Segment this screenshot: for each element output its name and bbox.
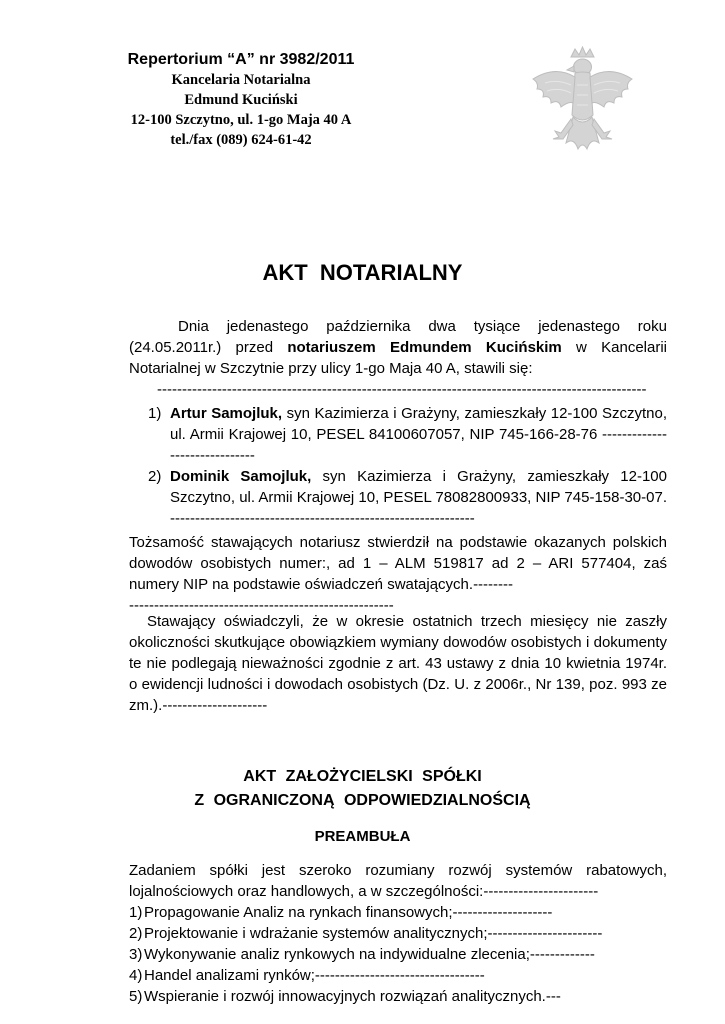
list-item-text: Projektowanie i wdrażanie systemów analitycznych;----------------------- <box>144 925 603 942</box>
list-item <box>129 965 667 986</box>
preamble-section <box>129 860 667 1007</box>
person-name: Artur Samojluk, <box>170 405 283 422</box>
person-item <box>129 466 667 529</box>
person-details: syn Kazimierza i Grażyny, zamieszkały 12-100 Szczytno, ul. Armii Krajowej 10, PESEL 78082800933, NIP 745-158-30-07. ------------------------------------------------------------- <box>170 468 667 527</box>
office-address: 12-100 Szczytno, ul. 1-go Maja 40 A <box>130 112 352 128</box>
declaration-text: Stawający oświadczyli, że w okresie ostatnich trzech miesięcy nie zaszły okoliczności skutkujące obowiązkiem wymiany dowodów osobistych i dokumenty te nie podlegają nieważności zgodnie z art. 43 ustawy z dnia 10 kwietnia 1974r. o ewidencji ludności i dowodach osobistych (Dz. U. z 2006r., Nr 139, poz. 993 ze zm.).--------------------- <box>129 613 667 714</box>
section-title-line2: Z OGRANICZONĄ ODPOWIEDZIALNOŚCIĄ <box>194 792 531 809</box>
person-details: syn Kazimierza i Grażyny, zamieszkały 12-100 Szczytno, ul. Armii Krajowej 10, PESEL 84100607057, NIP 745-166-28-76 ------------------------------ <box>170 405 667 464</box>
person-item <box>129 403 667 466</box>
declaration-paragraph <box>129 611 667 716</box>
identity-text: Tożsamość stawających notariusz stwierdził na podstawie okazanych polskich dowodów osobistych numer:, ad 1 – ALM 519817 ad 2 – ARI 577404, zaś numery NIP na podstawie oświadczeń swatających.-------- <box>129 534 667 593</box>
preamble-list <box>129 902 667 1007</box>
intro-text-part1: Dnia jedenastego października dwa tysiące jedenastego roku (24.05.2011r.) przed <box>129 318 667 356</box>
document-title: AKT NOTARIALNY <box>262 260 463 285</box>
list-item <box>129 944 667 965</box>
notary-office-header <box>96 50 386 150</box>
section-title-line1: AKT ZAŁOŻYCIELSKI SPÓŁKI <box>243 768 482 785</box>
intro-notary-name: notariuszem Edmundem Kucińskim <box>287 339 562 356</box>
list-item <box>129 902 667 923</box>
notary-name: Edmund Kuciński <box>184 92 298 108</box>
office-name: Kancelaria Notarialna <box>171 72 311 88</box>
person-number: 2) <box>148 468 162 485</box>
person-number: 1) <box>148 405 162 422</box>
office-phone: tel./fax (089) 624-61-42 <box>170 132 312 148</box>
preamble-intro: Zadaniem spółki jest szeroko rozumiany rozwój systemów rabatowych, lojalnościowych oraz handlowych, a w szczególności:----------------------- <box>129 862 667 900</box>
list-item-text: Wykonywanie analiz rynkowych na indywidualne zlecenia;------------- <box>144 946 595 963</box>
identity-paragraph <box>129 532 667 616</box>
polish-eagle-emblem-icon <box>525 45 640 165</box>
intro-text-part2: w Kancelarii Notarialnej w Szczytnie przy ulicy 1-go Maja 40 A, stawili się: <box>129 339 667 377</box>
list-item-number: 1) <box>129 904 143 921</box>
persons-list <box>129 403 667 529</box>
list-item-text: Wspieranie i rozwój innowacyjnych rozwiązań analitycznych.--- <box>144 988 561 1005</box>
list-item-number: 4) <box>129 967 143 984</box>
list-item-text: Propagowanie Analiz na rynkach finansowych;-------------------- <box>144 904 553 921</box>
intro-paragraph <box>129 316 667 398</box>
list-item-number: 5) <box>129 988 143 1005</box>
person-name: Dominik Samojluk, <box>170 468 312 485</box>
list-item-text: Handel analizami rynków;---------------------------------- <box>144 967 485 984</box>
preamble-title: PREAMBUŁA <box>314 828 411 845</box>
identity-dash-line: ----------------------------------------------------- <box>129 597 394 614</box>
list-item-number: 2) <box>129 925 143 942</box>
repertorium-number: Repertorium “A” nr 3982/2011 <box>127 51 355 68</box>
list-item <box>129 986 667 1007</box>
list-item-number: 3) <box>129 946 143 963</box>
list-item <box>129 923 667 944</box>
intro-text <box>129 316 667 379</box>
intro-dash-line: -------------------------------------------------------------------------------------------------- <box>157 381 647 398</box>
